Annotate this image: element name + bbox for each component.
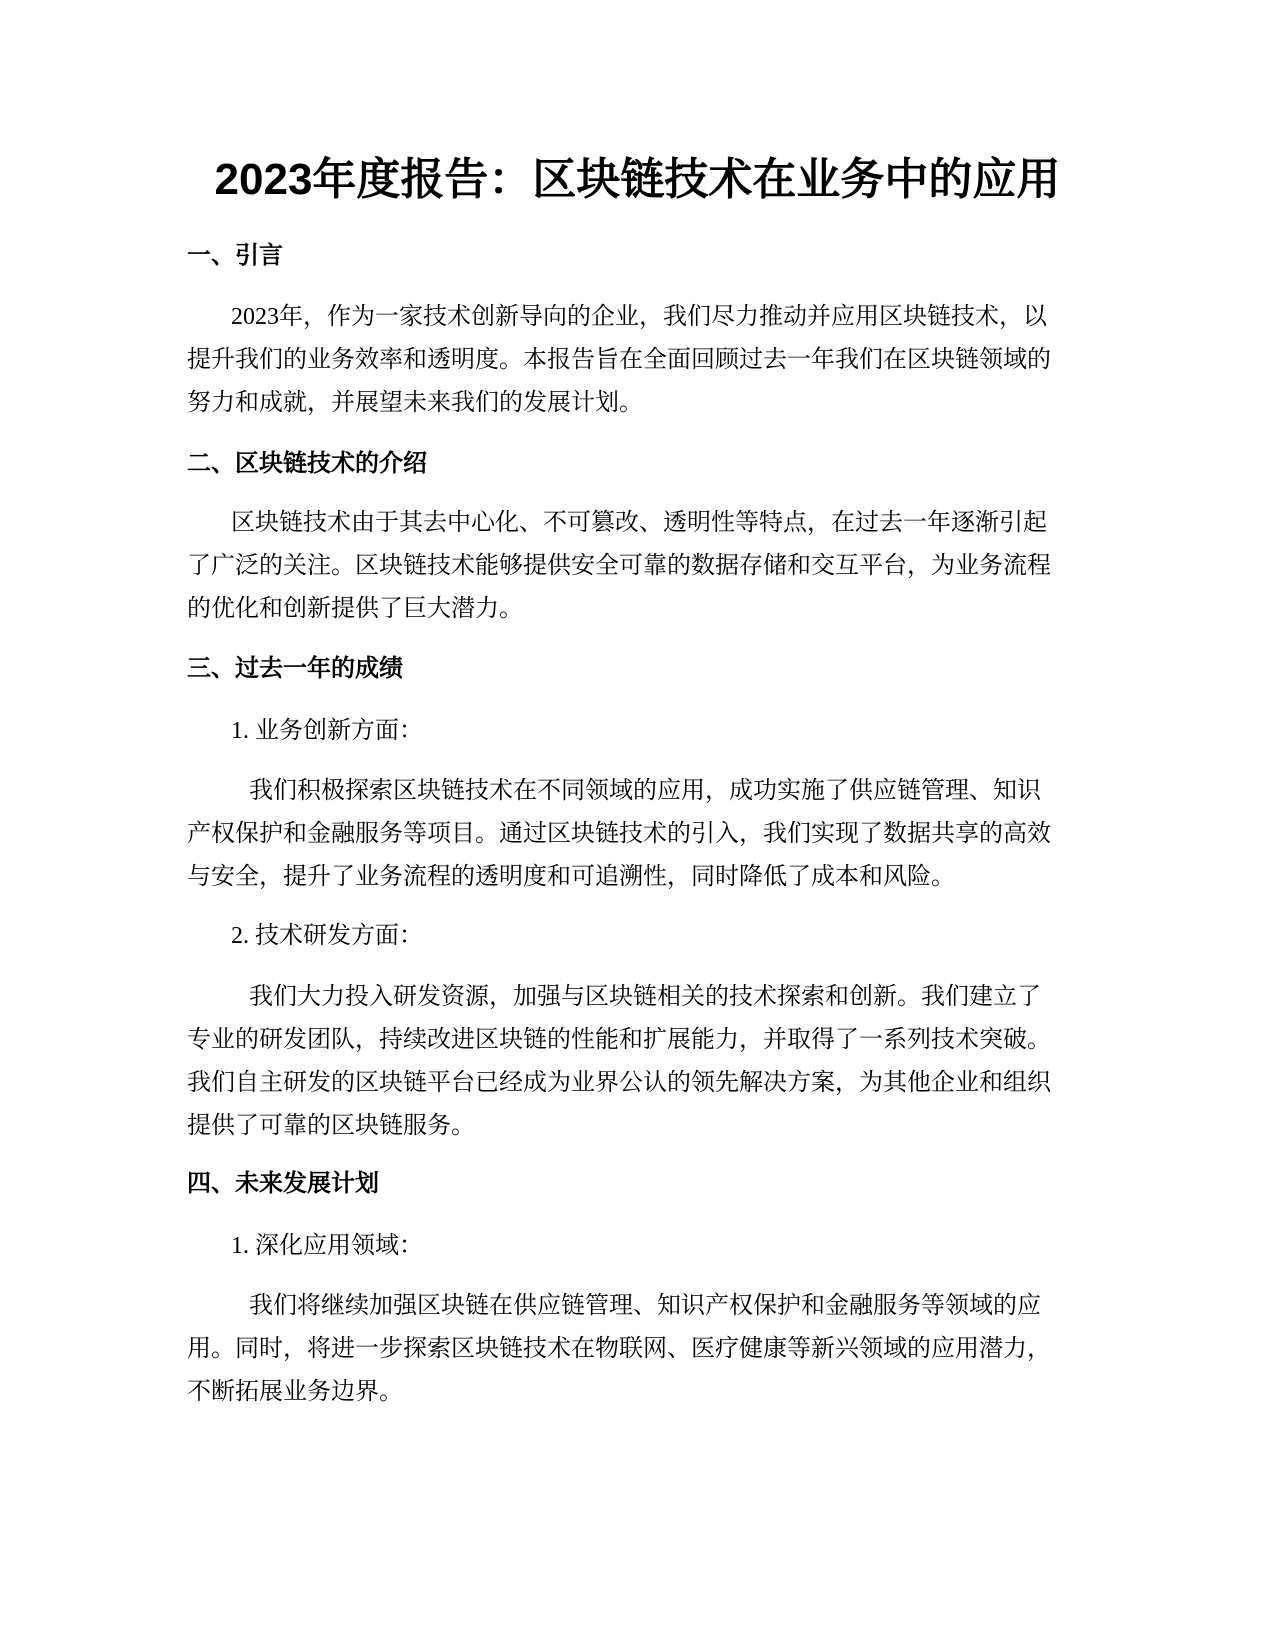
paragraph-line: 了广泛的关注。区块链技术能够提供安全可靠的数据存储和交互平台，为业务流程 bbox=[187, 553, 1051, 579]
list-item-label: 1. 业务创新方面： bbox=[231, 718, 423, 744]
list-item-label: 1. 深化应用领域： bbox=[231, 1233, 423, 1259]
list-item-label: 2. 技术研发方面： bbox=[231, 923, 423, 949]
section-heading-achievements: 三、过去一年的成绩 bbox=[187, 654, 403, 682]
paragraph-line: 2023年，作为一家技术创新导向的企业，我们尽力推动并应用区块链技术，以 bbox=[231, 304, 1047, 330]
paragraph-line: 我们自主研发的区块链平台已经成为业界公认的领先解决方案，为其他企业和组织 bbox=[187, 1070, 1051, 1096]
paragraph-line: 提供了可靠的区块链服务。 bbox=[187, 1113, 475, 1139]
paragraph-line: 我们大力投入研发资源，加强与区块链相关的技术探索和创新。我们建立了 bbox=[249, 984, 1041, 1010]
paragraph-line: 的优化和创新提供了巨大潜力。 bbox=[187, 596, 523, 622]
tech-rd-paragraph bbox=[187, 976, 1087, 1148]
section-heading-blockchain-intro: 二、区块链技术的介绍 bbox=[187, 449, 427, 477]
section-heading-future-plans: 四、未来发展计划 bbox=[187, 1169, 379, 1197]
paragraph-line: 我们积极探索区块链技术在不同领域的应用，成功实施了供应链管理、知识 bbox=[249, 778, 1041, 804]
paragraph-line: 产权保护和金融服务等项目。通过区块链技术的引入，我们实现了数据共享的高效 bbox=[187, 821, 1051, 847]
business-innovation-paragraph bbox=[187, 770, 1087, 899]
paragraph-line: 与安全，提升了业务流程的透明度和可追溯性，同时降低了成本和风险。 bbox=[187, 864, 955, 890]
paragraph-line: 提升我们的业务效率和透明度。本报告旨在全面回顾过去一年我们在区块链领域的 bbox=[187, 347, 1051, 373]
paragraph-line: 专业的研发团队，持续改进区块链的性能和扩展能力，并取得了一系列技术突破。 bbox=[187, 1027, 1051, 1053]
paragraph-line: 我们将继续加强区块链在供应链管理、知识产权保护和金融服务等领域的应 bbox=[249, 1293, 1041, 1319]
section-heading-introduction: 一、引言 bbox=[187, 241, 283, 269]
blockchain-intro-paragraph bbox=[187, 502, 1087, 631]
document-title: 2023年度报告：区块链技术在业务中的应用 bbox=[214, 155, 1061, 204]
paragraph-line: 用。同时，将进一步探索区块链技术在物联网、医疗健康等新兴领域的应用潜力， bbox=[187, 1336, 1051, 1362]
deepen-applications-paragraph bbox=[187, 1285, 1087, 1414]
introduction-paragraph bbox=[187, 296, 1087, 425]
paragraph-line: 努力和成就，并展望未来我们的发展计划。 bbox=[187, 390, 643, 416]
paragraph-line: 区块链技术由于其去中心化、不可篡改、透明性等特点，在过去一年逐渐引起 bbox=[231, 510, 1047, 536]
paragraph-line: 不断拓展业务边界。 bbox=[187, 1379, 403, 1405]
